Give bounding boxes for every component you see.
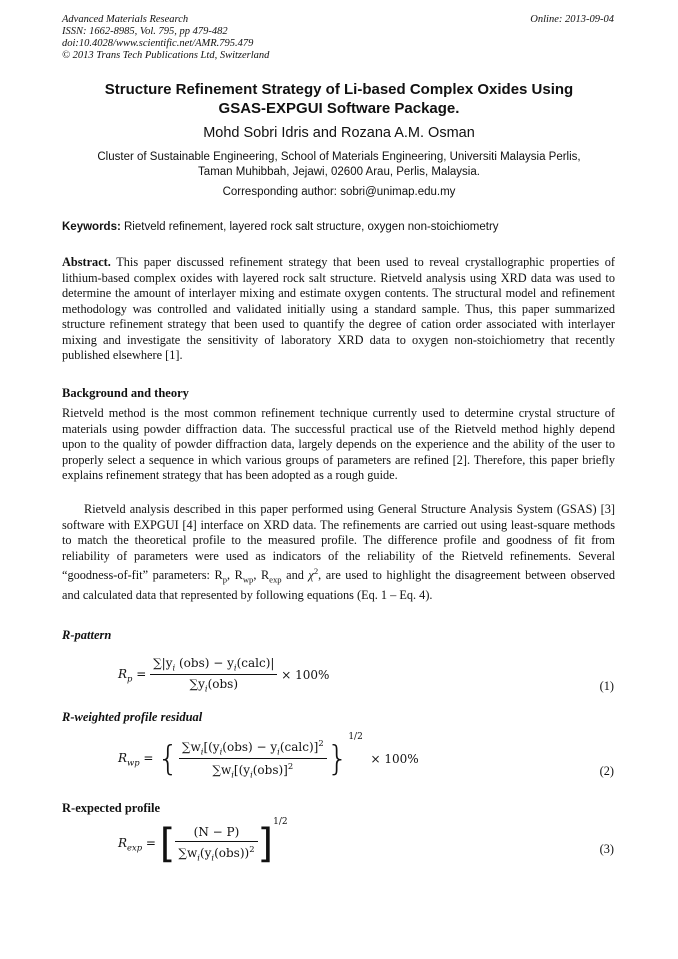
equation-3: $R_{exp}$ = [ $\frac{(N - P)}{\sum w_i(y_i(obs))^2}$ ] 1/2 (118, 817, 288, 867)
eq1-heading: R-pattern (62, 628, 112, 642)
issn: ISSN: 1662-8985, Vol. 795, pp 479-482 (62, 26, 228, 37)
paper-title (62, 80, 616, 118)
abstract-text: This paper discussed refinement strategy that been used to reveal crystallographic properties of lithium-based complex oxides with layered rock salt structure. Rietveld analysis using XRD data was used to determine the amount of interlayer mixing and estimate oxygen contents. The structural model and refinement methodology was controlled and validated initially using a standard sample. Thus, this paper summarized structure refinement strategy that been used to quantify the degree of cation order associated with interlayer mixing and investigate the sensitivity of laboratory XRD data to oxygen non-stoichiometry that recently published elsewhere [1]. (62, 255, 615, 362)
affiliation (62, 150, 616, 180)
keywords-text: Rietveld refinement, layered rock salt structure, oxygen non-stoichiometry (120, 221, 499, 233)
eq1-number: (1) (599, 679, 614, 693)
paragraph-1: Rietveld method is the most common refinement technique currently used to determine crystal structure of materials using powder diffraction data. The successful practical use of the Rietveld method highly depend upon to the quality of powder diffraction data, largely depends on the experience and the ability of the user to properly select a sequence in which various groups of parameters are refined [2]. Therefore, this paper briefly explains refinement strategy that has been adopted as a rough guide. (62, 406, 615, 482)
eq2-fraction: $\frac{\sum w_i[(y_i(obs) - y_i(calc)]^2}{\sum w_i[(y_i(obs)]^2}$ (179, 738, 327, 780)
equation-2: $R_{wp}$ = { $\frac{\sum w_i[(y_i(obs) - y_i(calc)]^2}{\sum w_i[(y_i(obs)]^2}$ } 1/2 × 100% (118, 731, 419, 780)
keywords-label: Keywords: (62, 221, 121, 233)
title-line-1: Structure Refinement Strategy of Li-based Complex Oxides Using (104, 81, 574, 98)
eq3-heading: R-expected profile (62, 801, 161, 815)
abstract-label: Abstract. (62, 255, 111, 269)
journal-header (62, 14, 482, 62)
online-date: Online: 2013-09-04 (530, 14, 614, 25)
section-heading-background: Background and theory (62, 386, 189, 400)
authors: Mohd Sobri Idris and Rozana A.M. Osman (203, 125, 475, 141)
abstract (62, 255, 615, 364)
corresponding-author: Corresponding author: sobri@unimap.edu.my (222, 186, 456, 198)
eq2-number: (2) (599, 764, 614, 778)
copyright: © 2013 Trans Tech Publications Ltd, Switzerland (62, 50, 270, 61)
eq3-fraction: $\frac{(N - P)}{\sum w_i(y_i(obs))^2}$ (175, 825, 257, 862)
eq1-fraction: $\frac{\sum|y_i (obs) - y_i(calc)|}{\sum y_i(obs)}$ (150, 656, 277, 694)
doi: doi:10.4028/www.scientific.net/AMR.795.479 (62, 38, 254, 49)
paragraph-2: Rietveld analysis described in this paper performed using General Structure Analysis System (GSAS) [3] software with EXPGUI [4] interface on XRD data. The refinements are carried out using least-square methods to match the theoretical profile to the measured profile. The difference profile and goodness of fit from reliability of parameters were used as indicators of the reliability of the Rietveld refinements. Several “goodness-of-fit” parameters: $R_p$, $R_{wp}$, $R_{exp}$ and $\chi^2$, are used to highlight the disagreement between observed and calculated data that represented by following equations (Eq. 1 – Eq. 4). (62, 502, 615, 603)
eq2-heading: R-weighted profile residual (62, 710, 203, 724)
title-line-2: GSAS-EXPGUI Software Package. (218, 100, 460, 117)
affiliation-line-2: Taman Muhibbah, Jejawi, 02600 Arau, Perlis, Malaysia. (198, 166, 480, 178)
keywords (62, 220, 616, 235)
eq3-number: (3) (599, 842, 614, 856)
equation-1: $R_p$ = $\frac{\sum|y_i (obs) - y_i(calc)|}{\sum y_i(obs)}$ × 100% (118, 656, 330, 694)
affiliation-line-1: Cluster of Sustainable Engineering, School of Materials Engineering, Universiti Malaysia Perlis, (97, 151, 581, 163)
journal-name: Advanced Materials Research (62, 14, 189, 25)
